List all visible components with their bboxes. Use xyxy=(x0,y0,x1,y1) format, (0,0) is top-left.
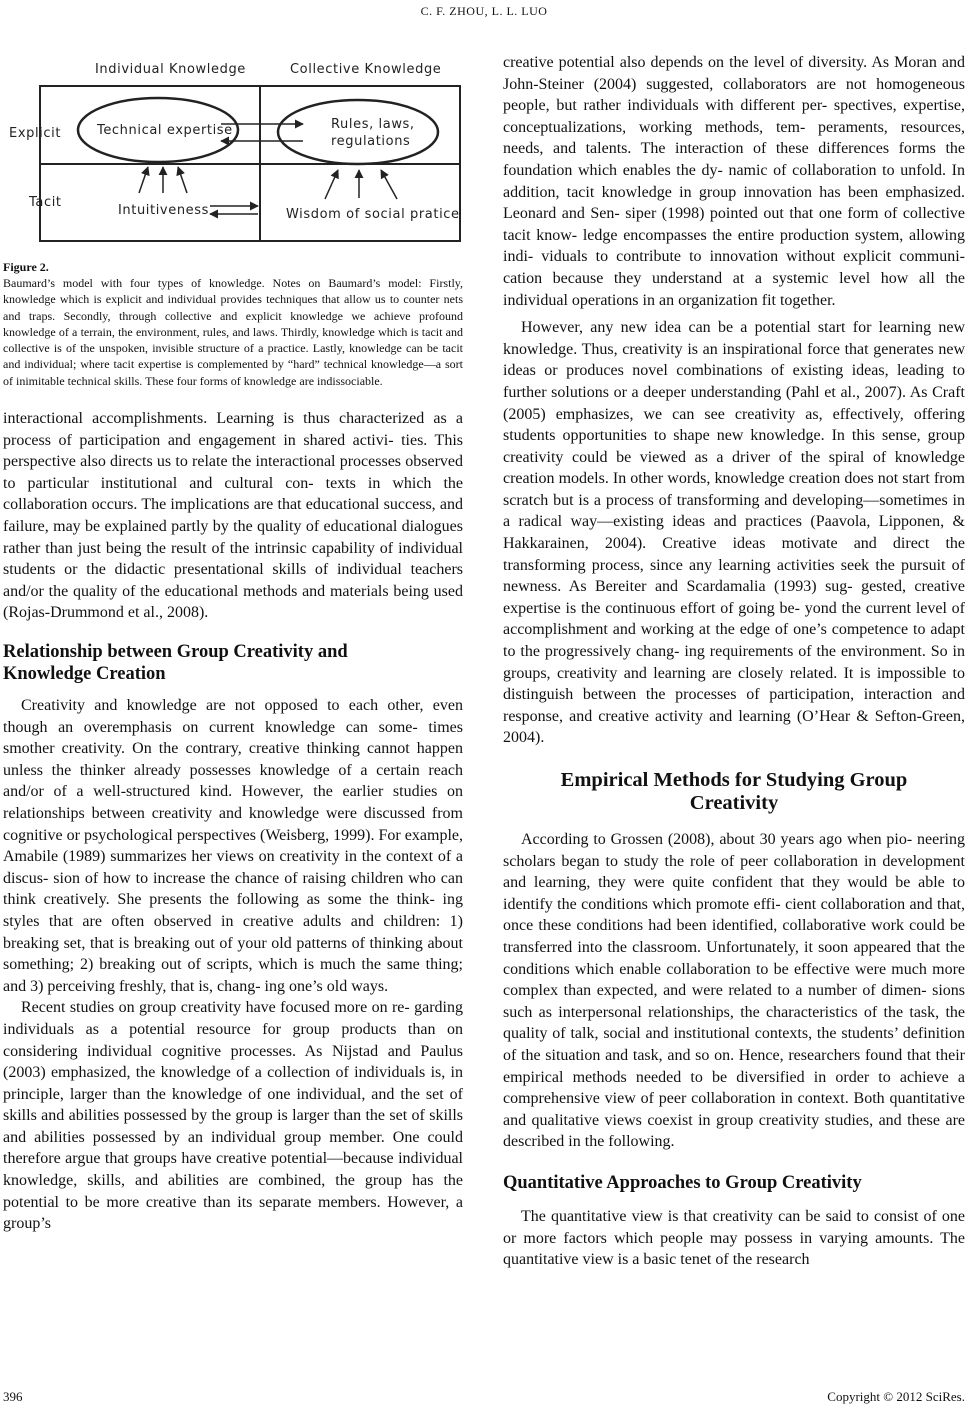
label-tacit: Tacit xyxy=(29,195,62,210)
right-paragraph-4: The quantitative view is that creativity can be said to consist of one or more factors which people may possess in varying amounts. The quantitative view is a basic tenet of the research xyxy=(503,1207,965,1269)
right-paragraph-2: However, any new idea can be a potential start for learning new knowledge. Thus, creativity is an inspirational force that generates new ideas or produces novel combinations of existing ideas, leading to further solutions or a deeper understanding (Pahl et al., 2007). As Craft (2005) emphasizes, we can see creativity as, effectively, offering students opportunities to shape new knowledge. In this sense, group creativity could be viewed as a driver of the spiral of knowledge creation models. In other words, knowledge creation does not start from scratch but is a process of transforming and developing—sometimes in a radical way—existing ideas and practices (Paavola, Lipponen, & Hakkarainen, 2004). Creative ideas motivate and direct the transforming process, since any learning activities seek the pursuit of newness. As Bereiter and Scardamalia (1993) sug- gested, creative expertise is the continuous effort of going be- yond the current level of accomplishment and working at the edge of one’s competence to adapt to the progressively chang- ing requirements of the environment. So in groups, creativity and learning are closely related. It is impossible to distinguish between the processes of participation, interaction and response, and creative activity and learning (O’Hear & Sefton-Green, 2004). xyxy=(503,319,965,747)
left-column xyxy=(3,52,463,1235)
section-heading-empirical: Empirical Methods for Studying Group Creativity xyxy=(560,769,908,814)
label-collective-knowledge: Collective Knowledge xyxy=(290,62,442,77)
left-paragraph-3: Recent studies on group creativity have focused more on re- garding individuals as a potential resource for group products than on considering individual cognitive processes. As Nijstad and Paulus (2003) emphasized, the knowledge of a collection of individuals is, in principle, larger than the knowledge of one individual, and the set of skills and abilities possessed by the group is larger than the set of skills and abilities possessed by an individual group member. One could therefore argue that groups have creative potential—because individual knowledge, skills, and abilities are combined, the group has the potential to be more creative than its separate members. However, a group’s xyxy=(3,999,463,1233)
rules-ellipse xyxy=(278,100,438,164)
label-individual-knowledge: Individual Knowledge xyxy=(95,62,246,77)
label-explicit: Explicit xyxy=(9,126,62,141)
left-paragraph-2: Creativity and knowledge are not opposed to each other, even though an overemphasis on current knowledge can some- times smother creativity. On the contrary, creative thinking cannot happen unless the thinker already possesses knowledge of a certain reach and/or of a well-structured kind. However, the earlier studies on relationships between creativity and knowledge were discussed from cognitive or psychological perspectives (Weisberg, 1999). For example, Amabile (1989) summarizes her views on creativity in the context of a discus- sion of how to increase the chance of raising children who can think creatively. She presents the following as some the think- ing styles that are often observed in creative adults and children: 1) breaking set, that is breaking out of your old patterns of thinking about something; 2) breaking out of scripts, which is much the same thing; and 3) perceiving freshly, that is, chang- ing one’s old ways. xyxy=(3,697,463,995)
copyright-notice: Copyright © 2012 SciRes. xyxy=(827,1389,965,1404)
section-heading-quantitative: Quantitative Approaches to Group Creativity xyxy=(503,1172,862,1193)
section-heading-relationship: Relationship between Group Creativity and Knowledge Creation xyxy=(3,642,348,685)
knowledge-diagram xyxy=(3,52,463,252)
left-paragraph-1: interactional accomplishments. Learning is thus characterized as a process of participation and engagement in shared activi- ties. This perspective also directs us to relate the interactional processes observed to particular institutional and cultural con- texts in which the collaboration occurs. The implications are that educational success, and failure, may be explained partly by the quality of educational dialogues rather than just being the result of the intrinsic capability of individual students or the didactic presentational skills of individual teachers and/or the quality of the educational methods and materials being used (Rojas-Drummond et al., 2008). xyxy=(3,410,463,622)
right-paragraph-3: According to Grossen (2008), about 30 years ago when pio- neering scholars began to study the role of peer collaboration in development and learning, they were quite confident that they would be able to identify the conditions which promote effi- cient collaboration and that, once these conditions had been identified, collaborative work could be transferred into the classroom. Unfortunately, it soon appeared that the conditions which enable collaboration to be effective were much more complex than expected, and were related to a number of dimen- sions such as interpersonal relationships, the characteristics of the task, the quality of talk, social and institutional contexts, the students’ definition of the situation and task, and so on. Hence, researchers found that their empirical methods needed to be diversified in order to achieve a comprehensive view of peer collaboration in context. Both quantitative and qualitative views coexist in group creativity studies, and these are described in the following. xyxy=(503,831,965,1151)
label-technical-expertise: Technical expertise xyxy=(97,123,233,138)
right-paragraph-1: creative potential also depends on the level of diversity. As Moran and John-Steiner (2004) suggested, collaborators are not homogeneous people, but rather individuals with different per- spectives, expertise, conceptualizations, working methods, tem- peraments, resources, needs, and talents. The interaction of these differences forms the foundation which enables the dy- namic of collaboration to unfold. In addition, tacit knowledge in group innovation has been emphasized. Leonard and Sen- siper (1998) pointed out that one form of collective tacit know- ledge encompasses the entire production system, allowing indi- viduals to contribute to innovation without explicit communi- cation because they understand at a systemic level how all the individual operations in an organization fit together. xyxy=(503,54,965,309)
running-header: C. F. ZHOU, L. L. LUO xyxy=(420,4,548,18)
label-intuitiveness: Intuitiveness xyxy=(118,203,210,218)
label-rules-line2: regulations xyxy=(331,134,411,149)
right-column xyxy=(503,52,965,1271)
label-wisdom: Wisdom of social pratice xyxy=(286,207,460,222)
label-rules-line1: Rules, laws, xyxy=(331,117,415,132)
figure-title: Figure 2. xyxy=(3,260,49,274)
baumard-figure xyxy=(3,52,463,252)
page-number: 396 xyxy=(3,1389,23,1404)
figure-caption: Baumard’s model with four types of knowledge. Notes on Baumard’s model: Firstly, knowledge which is explicit and individual provides techniques that allow us to counter nets and traps. Secondly, through collective and explicit knowledge we achieve profound knowledge of a terrain, the environment, rules, and laws. Thirdly, knowledge which is tacit and collective is of the unspoken, invisible structure of a practice. Lastly, knowledge can be tacit and individual; where tacit expertise is complemented by “hard” technical knowledge—a sort of inimitable technical skills. These four forms of knowledge are indissociable. xyxy=(3,276,463,388)
